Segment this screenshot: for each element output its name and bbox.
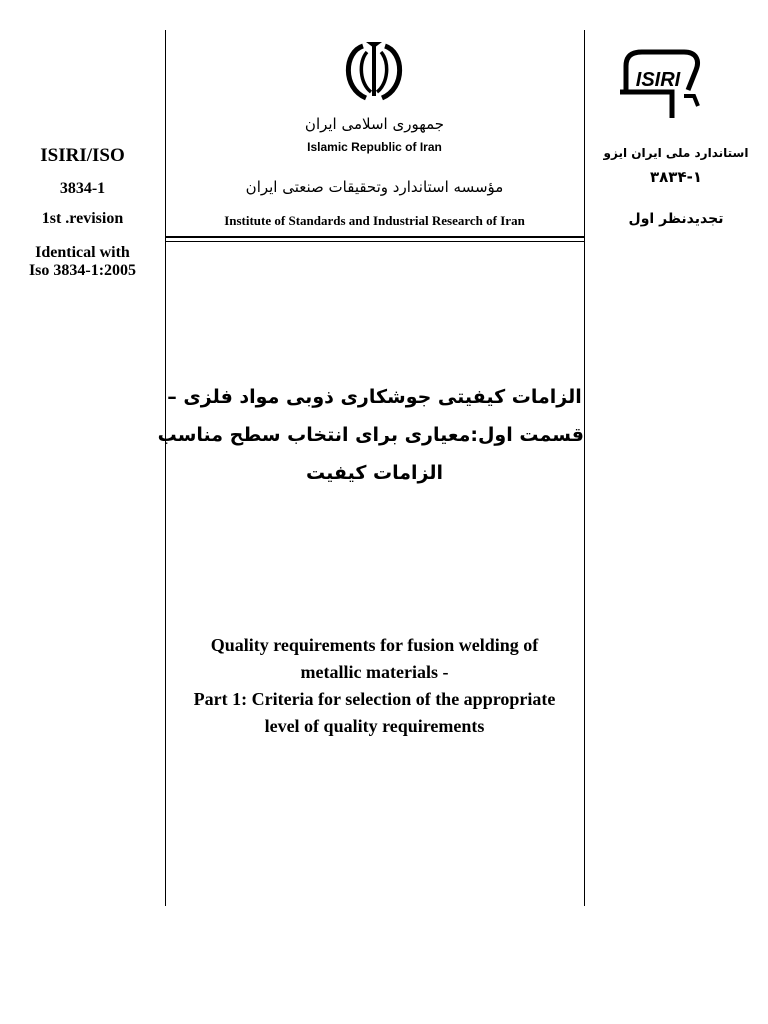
identical-block — [0, 244, 165, 280]
standard-number-fa: ۳۸۳۴-۱ — [649, 168, 702, 186]
iran-emblem-icon — [336, 38, 412, 104]
standard-name-fa: استاندارد ملی ایران ایزو — [603, 146, 749, 160]
title-en-line: Part 1: Criteria for selection of the appropriate — [193, 689, 556, 709]
identical-with-label: Identical with — [35, 244, 130, 261]
header-rule-thick — [165, 236, 584, 238]
institute-name-en: Institute of Standards and Industrial Research of Iran — [224, 213, 525, 228]
right-divider — [584, 30, 585, 906]
republic-name-fa: جمهوری اسلامی ایران — [304, 115, 445, 133]
institute-name-fa: مؤسسه استاندارد وتحقیقات صنعتی ایران — [245, 178, 504, 196]
identical-ref: Iso 3834-1:2005 — [28, 262, 137, 279]
title-fa — [157, 378, 584, 492]
title-en-line: Quality requirements for fusion welding of — [210, 635, 539, 655]
revision-fa: تجدیدنظر اول — [628, 211, 724, 227]
title-en — [165, 632, 584, 740]
title-en-line: metallic materials - — [300, 662, 449, 682]
title-en-line: level of quality requirements — [264, 716, 485, 736]
title-fa-line: الزامات کیفیت — [306, 462, 443, 484]
title-fa-line: قسمت اول:معیاری برای انتخاب سطح مناسب — [157, 424, 584, 446]
header-rule-thin — [165, 241, 584, 242]
revision-label: 1st .revision — [41, 210, 124, 227]
isiri-logo-icon — [612, 46, 704, 122]
isiri-logo-text: ISIRI — [635, 69, 681, 91]
standard-number: 3834-1 — [59, 180, 106, 197]
standard-code: ISIRI/ISO — [40, 145, 125, 166]
republic-name-en: Islamic Republic of Iran — [307, 140, 442, 154]
title-fa-line: الزامات کیفیتی جوشکاری ذوبی مواد فلزی – — [167, 386, 582, 408]
